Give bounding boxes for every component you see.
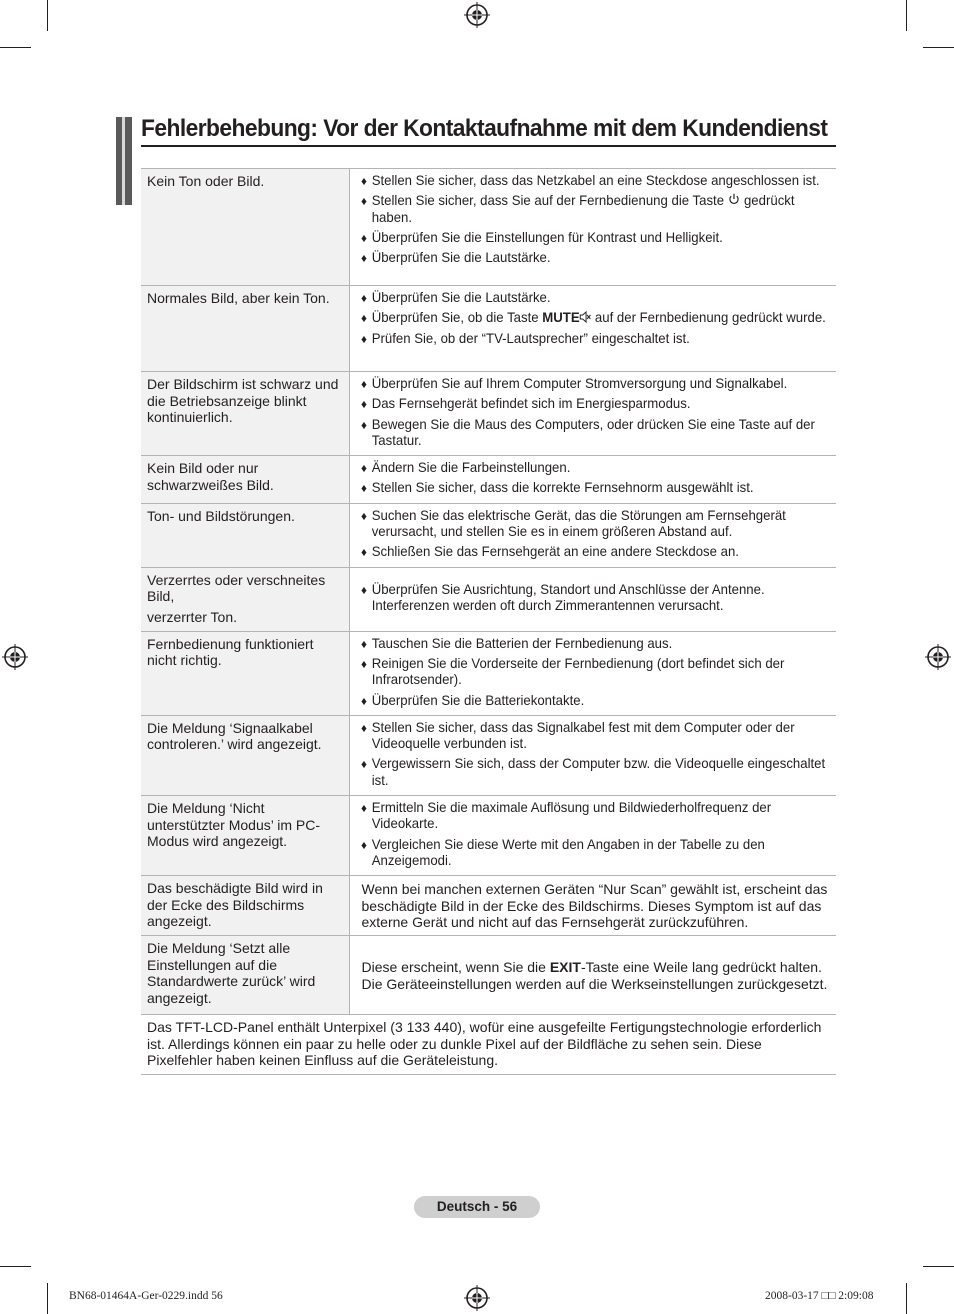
solution-cell bbox=[349, 372, 836, 456]
table-row bbox=[141, 796, 836, 876]
problem-cell: Kein Ton oder Bild. bbox=[141, 169, 349, 286]
registration-mark-icon bbox=[2, 644, 28, 670]
problem-cell: Die Meldung ‘Setzt alle Einstellungen auf die Standardwerte zurück’ wird angezeigt. bbox=[141, 936, 349, 1015]
pixel-note: Das TFT-LCD-Panel enthält Unterpixel (3 133 440), wofür eine ausgefeilte Fertigungstechnologie erforderlich ist. Allerdings können ein paar zu helle oder zu dunkle Pixel auf der Bildfläche zu sehen sein. Diese Pixelfehler haben keinen Einfluss auf die Geräteleistung. bbox=[141, 1015, 836, 1075]
list-item: ♦ Überprüfen Sie auf Ihrem Computer Stromversorgung und Signalkabel. bbox=[362, 376, 830, 392]
list-item: ♦ Tauschen Sie die Batterien der Fernbedienung aus. bbox=[362, 636, 830, 652]
list-item: ♦ Schließen Sie das Fernsehgerät an eine andere Steckdose an. bbox=[362, 544, 830, 560]
exit-key-label: EXIT bbox=[549, 959, 581, 976]
list-item: ♦ Stellen Sie sicher, dass Sie auf der Fernbedienung die Taste gedrückt haben. bbox=[362, 193, 830, 226]
list-item: ♦ Ermitteln Sie die maximale Auflösung und Bildwiederholfrequenz der Videokarte. bbox=[362, 800, 830, 833]
table-row bbox=[141, 936, 836, 1015]
list-item: ♦ Bewegen Sie die Maus des Computers, oder drücken Sie eine Taste auf der Tastatur. bbox=[362, 417, 830, 450]
problem-cell: Die Meldung ‘Signaalkabel controleren.’ wird angezeigt. bbox=[141, 715, 349, 795]
crop-mark bbox=[923, 1266, 954, 1267]
table-row bbox=[141, 169, 836, 286]
mute-speaker-icon bbox=[579, 311, 591, 323]
crop-mark bbox=[906, 1283, 907, 1314]
mute-key-label: MUTE bbox=[541, 310, 580, 326]
crop-mark bbox=[47, 0, 48, 31]
crop-mark bbox=[906, 0, 907, 31]
table-row bbox=[141, 631, 836, 715]
registration-mark-icon bbox=[464, 1285, 490, 1311]
table-row bbox=[141, 876, 836, 936]
list-item: ♦ Reinigen Sie die Vorderseite der Fernbedienung (dort befindet sich der Infrarotsender). bbox=[362, 656, 830, 689]
footer-file-info: BN68-01464A-Ger-0229.indd 56 bbox=[69, 1290, 223, 1302]
problem-line: Verzerrtes oder verschneites Bild, bbox=[147, 571, 326, 605]
list-item: ♦ Überprüfen Sie Ausrichtung, Standort und Anschlüsse der Antenne. Interferenzen werden oft durch Zimmerantennen verursacht. bbox=[362, 582, 830, 615]
list-item: ♦ Überprüfen Sie die Lautstärke. bbox=[362, 290, 830, 306]
solution-cell bbox=[349, 503, 836, 567]
solution-text: Wenn bei manchen externen Geräten “Nur Scan” gewählt ist, erscheint das beschädigte Bild in der Ecke des Bildschirms. Dieses Symptom ist auf das externe Gerät und nicht auf das Fernsehgerät zurückzuführen. bbox=[361, 881, 828, 931]
crop-mark bbox=[47, 1283, 48, 1314]
problem-cell: Ton- und Bildstörungen. bbox=[141, 503, 349, 567]
registration-mark-icon bbox=[925, 644, 951, 670]
problem-cell: Die Meldung ‘Nicht unterstützter Modus’ im PC-Modus wird angezeigt. bbox=[141, 796, 349, 876]
crop-mark bbox=[923, 47, 954, 48]
table-row bbox=[141, 715, 836, 795]
power-icon bbox=[727, 193, 740, 205]
problem-cell bbox=[141, 567, 349, 631]
registration-mark-icon bbox=[464, 2, 490, 28]
table-row bbox=[141, 503, 836, 567]
list-item: ♦ Stellen Sie sicher, dass das Netzkabel an eine Steckdose angeschlossen ist. bbox=[362, 173, 830, 189]
list-item: ♦ Suchen Sie das elektrische Gerät, das die Störungen am Fernsehgerät verursacht, und stellen Sie es in einem größeren Abstand auf. bbox=[362, 508, 830, 541]
problem-cell: Normales Bild, aber kein Ton. bbox=[141, 286, 349, 372]
title-rule bbox=[141, 145, 836, 147]
solution-text: Diese erscheint, wenn Sie die EXIT-Taste eine Weile lang gedrückt halten. Die Geräteeinstellungen werden auf die Werkseinstellungen zurückgesetzt. bbox=[361, 959, 828, 992]
table-row-note bbox=[141, 1015, 836, 1075]
list-item: ♦ Das Fernsehgerät befindet sich im Energiesparmodus. bbox=[362, 396, 830, 412]
problem-cell: Das beschädigte Bild wird in der Ecke des Bildschirms angezeigt. bbox=[141, 876, 349, 936]
list-item: ♦ Überprüfen Sie die Einstellungen für Kontrast und Helligkeit. bbox=[362, 230, 830, 246]
solution-cell bbox=[349, 456, 836, 504]
list-item: ♦ Prüfen Sie, ob der “TV-Lautsprecher” eingeschaltet ist. bbox=[362, 331, 830, 347]
solution-cell bbox=[349, 876, 836, 936]
footer-timestamp: 2008-03-17 □□ 2:09:08 bbox=[765, 1290, 874, 1302]
solution-cell bbox=[349, 631, 836, 715]
section-side-bar bbox=[116, 117, 132, 205]
list-item: ♦ Stellen Sie sicher, dass die korrekte Fernsehnorm ausgewählt ist. bbox=[362, 480, 830, 496]
problem-cell: Fernbedienung funktioniert nicht richtig. bbox=[141, 631, 349, 715]
page-title: Fehlerbehebung: Vor der Kontaktaufnahme mit dem Kundendienst bbox=[141, 115, 828, 142]
table-row bbox=[141, 567, 836, 631]
problem-cell: Der Bildschirm ist schwarz und die Betriebsanzeige blinkt kontinuierlich. bbox=[141, 372, 349, 456]
table-row bbox=[141, 286, 836, 372]
crop-mark bbox=[0, 1266, 31, 1267]
troubleshooting-table bbox=[141, 168, 836, 1075]
problem-line: verzerrter Ton. bbox=[147, 608, 237, 625]
solution-cell bbox=[349, 715, 836, 795]
solution-cell bbox=[349, 796, 836, 876]
list-item: ♦ Überprüfen Sie, ob die Taste MUTE auf der Fernbedienung gedrückt wurde. bbox=[362, 310, 830, 326]
solution-cell bbox=[349, 936, 836, 1015]
solution-cell bbox=[349, 286, 836, 372]
solution-cell bbox=[349, 567, 836, 631]
list-item: ♦ Vergewissern Sie sich, dass der Computer bzw. die Videoquelle eingeschaltet ist. bbox=[362, 756, 830, 789]
list-item: ♦ Überprüfen Sie die Lautstärke. bbox=[362, 250, 830, 266]
table-row bbox=[141, 372, 836, 456]
problem-cell: Kein Bild oder nur schwarzweißes Bild. bbox=[141, 456, 349, 504]
crop-mark bbox=[0, 47, 31, 48]
list-item: ♦ Überprüfen Sie die Batteriekontakte. bbox=[362, 693, 830, 709]
list-item: ♦ Vergleichen Sie diese Werte mit den Angaben in der Tabelle zu den Anzeigemodi. bbox=[362, 837, 830, 870]
table-row bbox=[141, 456, 836, 504]
page-number-badge: Deutsch - 56 bbox=[414, 1196, 540, 1218]
solution-cell bbox=[349, 169, 836, 286]
list-item: ♦ Stellen Sie sicher, dass das Signalkabel fest mit dem Computer oder der Videoquelle verbunden ist. bbox=[362, 720, 830, 753]
list-item: ♦ Ändern Sie die Farbeinstellungen. bbox=[362, 460, 830, 476]
